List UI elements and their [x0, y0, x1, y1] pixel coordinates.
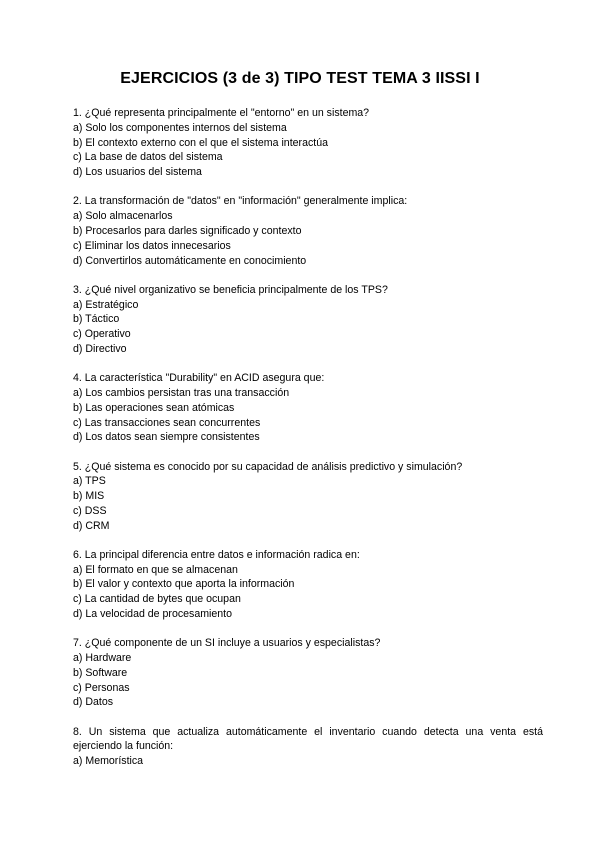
option-a: a) Solo almacenarlos	[73, 210, 173, 223]
option-c: c) Las transacciones sean concurrentes	[73, 416, 261, 429]
option-a: a) Memorística	[73, 755, 144, 768]
question-text: 6. La principal diferencia entre datos e información radica en:	[73, 548, 360, 561]
question-2	[73, 194, 543, 268]
option-c: c) Operativo	[73, 328, 131, 341]
option-b: b) Software	[73, 666, 128, 679]
option-d: d) Convertirlos automáticamente en conocimiento	[73, 254, 307, 267]
option-a: a) El formato en que se almacenan	[73, 563, 238, 576]
option-b: b) Procesarlos para darles significado y contexto	[73, 224, 302, 237]
question-7	[73, 636, 543, 710]
question-text: 5. ¿Qué sistema es conocido por su capacidad de análisis predictivo y simulación?	[73, 460, 463, 473]
question-8	[73, 725, 543, 769]
option-c: c) DSS	[73, 504, 107, 517]
option-a: a) TPS	[73, 475, 106, 488]
question-4	[73, 371, 543, 445]
option-a: a) Los cambios persistan tras una transacción	[73, 386, 290, 399]
question-text: 4. La característica "Durability" en ACID asegura que:	[73, 372, 325, 385]
option-d: d) Datos	[73, 696, 114, 709]
option-b: b) Táctico	[73, 313, 120, 326]
option-c: c) La base de datos del sistema	[73, 151, 223, 164]
question-3	[73, 283, 543, 357]
option-d: d) Los usuarios del sistema	[73, 166, 202, 179]
option-b: b) El valor y contexto que aporta la información	[73, 578, 295, 591]
option-b: b) Las operaciones sean atómicas	[73, 401, 235, 414]
option-c: c) Personas	[73, 681, 130, 694]
question-text: 2. La transformación de "datos" en "información" generalmente implica:	[73, 195, 408, 208]
question-text: 8. Un sistema que actualiza automáticamente el inventario cuando detecta una venta está ejerciendo la función:	[73, 725, 543, 753]
option-a: a) Solo los componentes internos del sistema	[73, 121, 287, 134]
question-text: 3. ¿Qué nivel organizativo se beneficia principalmente de los TPS?	[73, 283, 388, 296]
option-a: a) Estratégico	[73, 298, 139, 311]
option-d: d) Directivo	[73, 342, 127, 355]
question-1	[73, 106, 543, 180]
page-title: EJERCICIOS (3 de 3) TIPO TEST TEMA 3 IISSI I	[120, 70, 480, 87]
option-d: d) CRM	[73, 519, 110, 532]
question-6	[73, 548, 543, 622]
question-text: 7. ¿Qué componente de un SI incluye a usuarios y especialistas?	[73, 637, 381, 650]
question-text: 1. ¿Qué representa principalmente el "entorno" en un sistema?	[73, 107, 370, 119]
question-5	[73, 460, 543, 534]
option-c: c) Eliminar los datos innecesarios	[73, 239, 231, 252]
option-c: c) La cantidad de bytes que ocupan	[73, 593, 241, 606]
option-a: a) Hardware	[73, 652, 132, 665]
question-list	[73, 106, 543, 783]
option-b: b) El contexto externo con el que el sistema interactúa	[73, 136, 328, 149]
option-d: d) La velocidad de procesamiento	[73, 608, 233, 621]
option-b: b) MIS	[73, 490, 105, 503]
option-d: d) Los datos sean siempre consistentes	[73, 431, 260, 444]
